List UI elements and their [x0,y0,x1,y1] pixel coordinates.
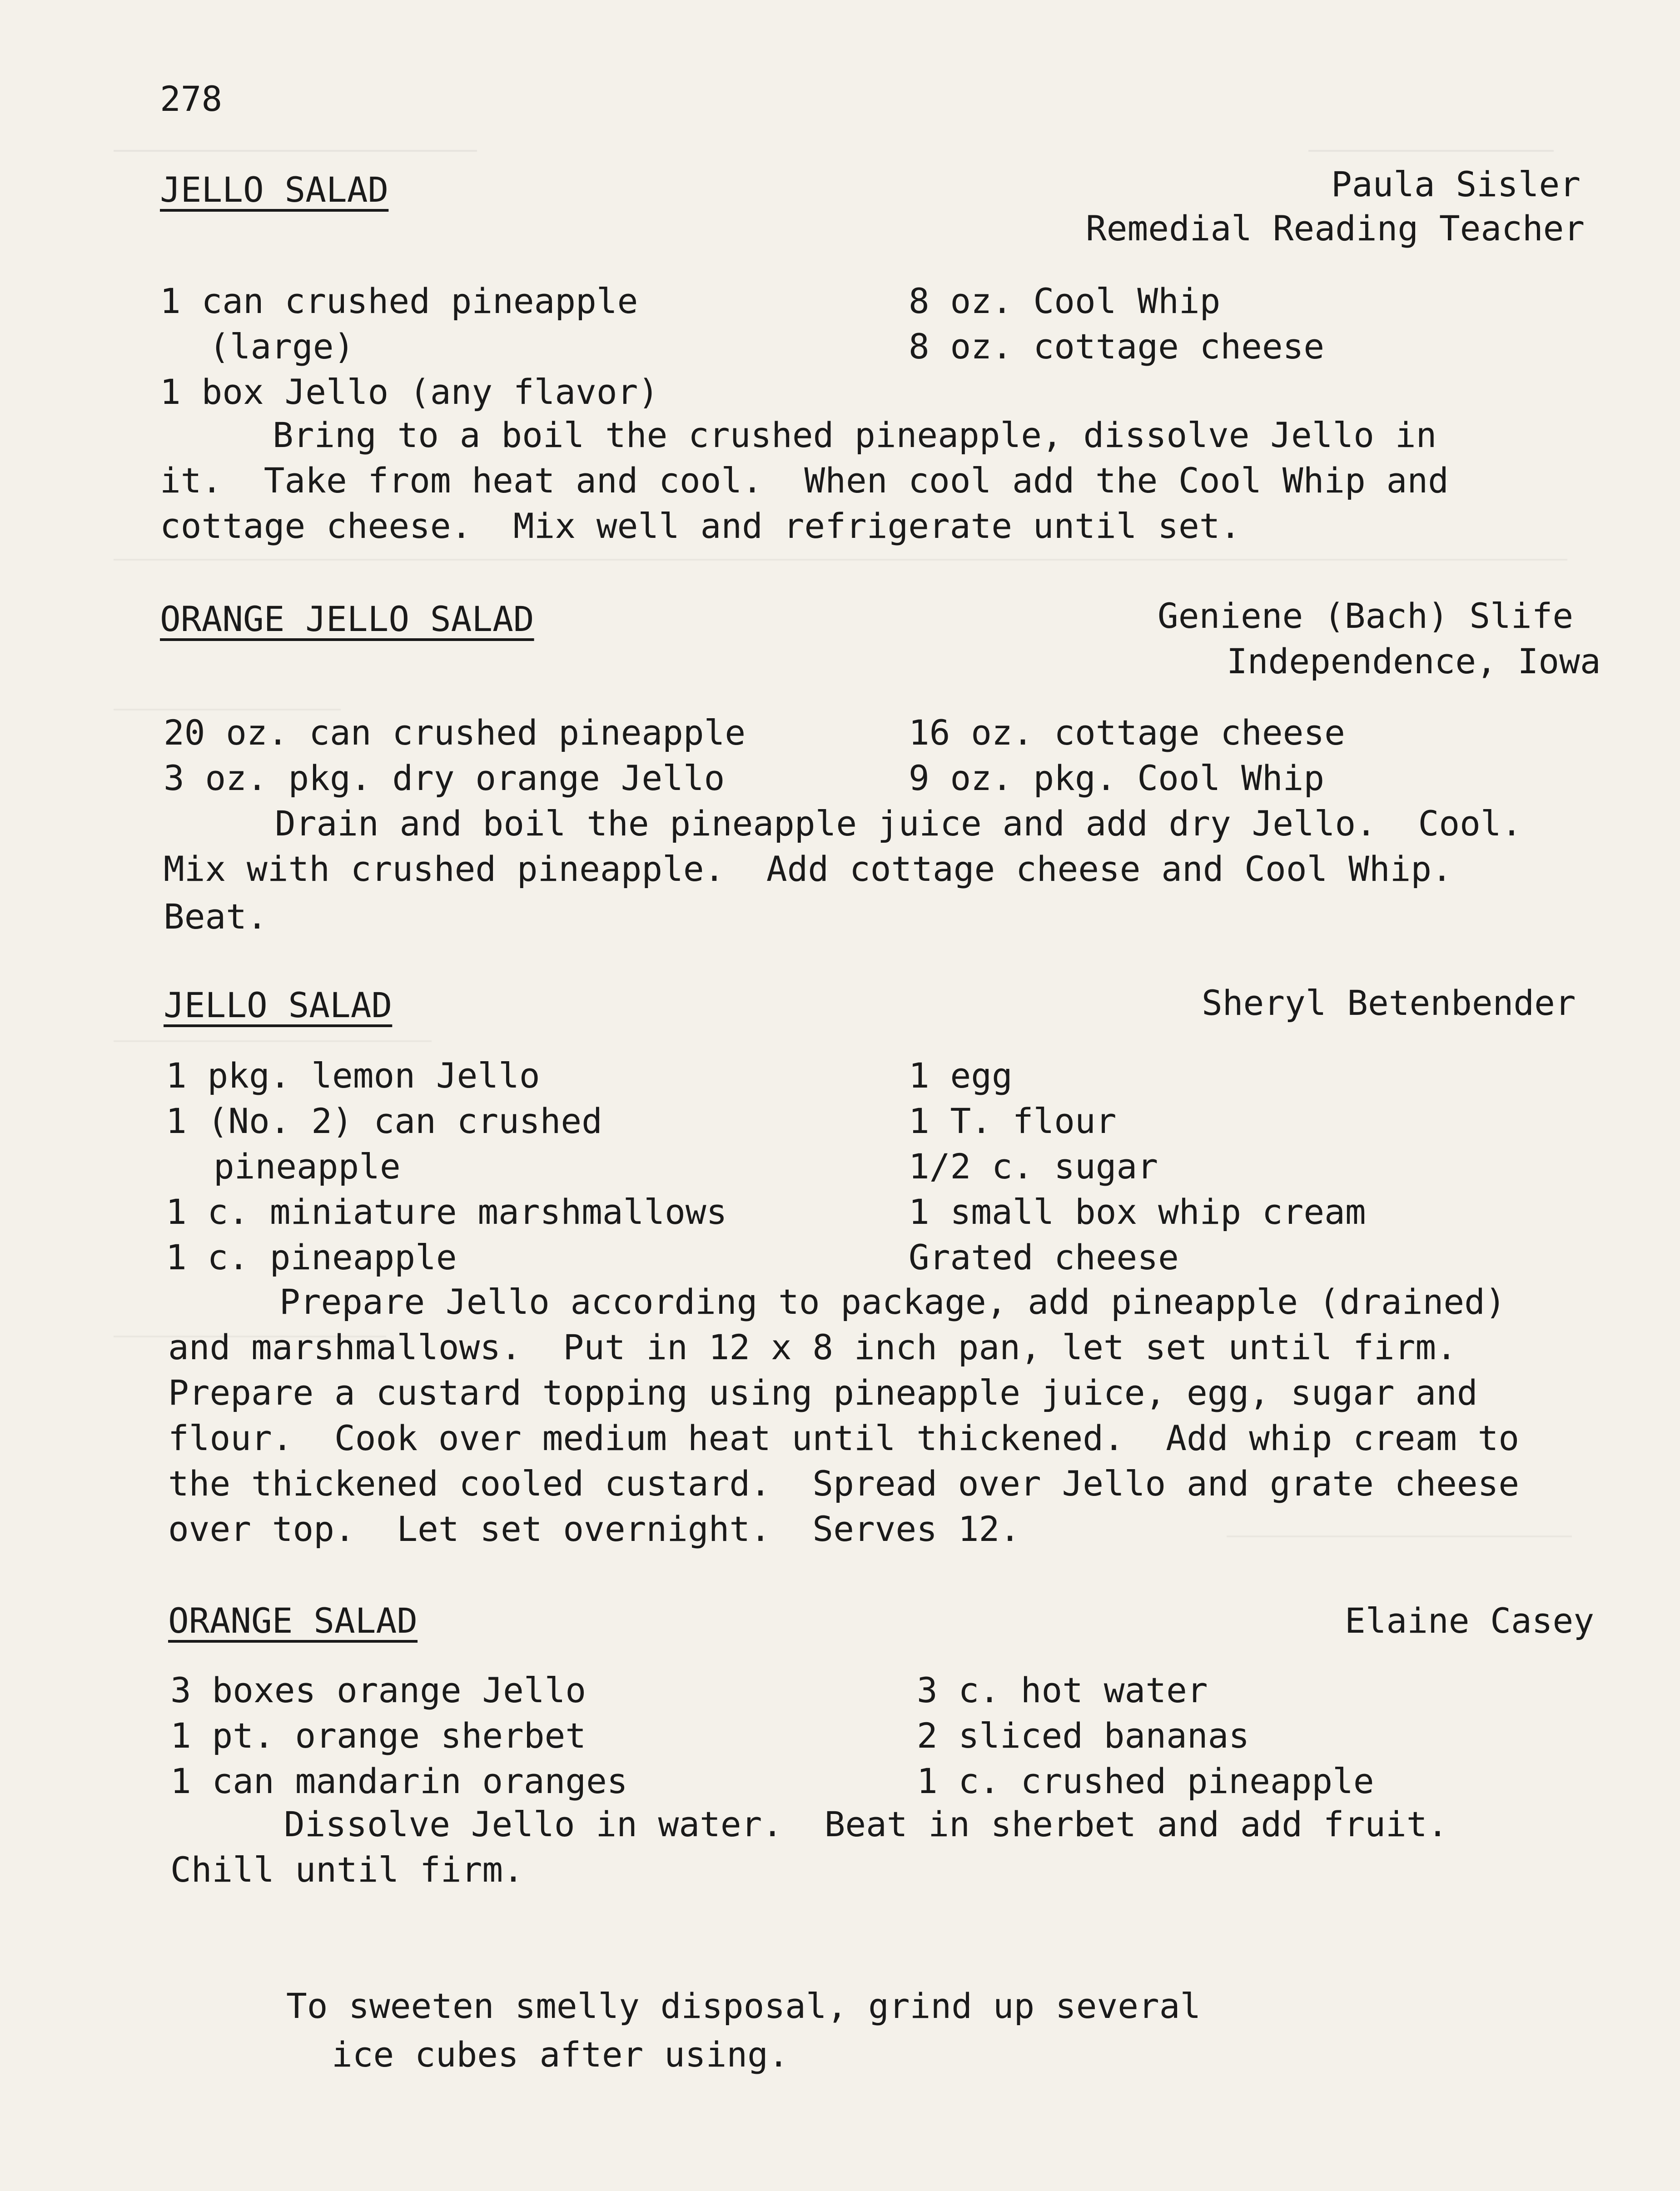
ingredient: 1 c. pineapple [166,1237,457,1277]
direction-line: cottage cheese. Mix well and refrigerate until set. [160,506,1241,546]
ingredient: 1 c. miniature marshmallows [166,1192,727,1232]
recipe-author: Geniene (Bach) Slife [1158,596,1574,636]
ingredient: 1 can mandarin oranges [170,1761,628,1801]
ingredient: 1 (No. 2) can crushed [166,1101,602,1141]
recipe-title: JELLO SALAD [164,985,393,1025]
ingredient: pineapple [214,1146,401,1187]
direction-line: flour. Cook over medium heat until thickened. Add whip cream to [168,1418,1520,1458]
ingredient: 1 pt. orange sherbet [170,1715,587,1756]
recipe-title: ORANGE JELLO SALAD [160,599,534,639]
ingredient: (large) [209,326,355,367]
direction-line: it. Take from heat and cool. When cool add the Cool Whip and [160,460,1449,501]
ingredient: 3 boxes orange Jello [170,1670,587,1710]
recipe-author: Sheryl Betenbender [1202,983,1576,1023]
ingredient: 16 oz. cottage cheese [909,712,1345,753]
direction-line: the thickened cooled custard. Spread over Jello and grate cheese [168,1463,1520,1504]
ingredient: 8 oz. cottage cheese [909,326,1325,367]
ingredient: 2 sliced bananas [917,1715,1250,1756]
ingredient: 3 c. hot water [917,1670,1208,1710]
ingredient: 1 small box whip cream [909,1192,1366,1232]
recipe-author: Paula Sisler [1331,164,1581,204]
ingredient: 1 can crushed pineapple [160,281,638,321]
recipe-title: ORANGE SALAD [168,1600,418,1641]
direction-line: and marshmallows. Put in 12 x 8 inch pan, let set until firm. [168,1327,1457,1367]
direction-line: Drain and boil the pineapple juice and add dry Jello. Cool. [275,803,1522,844]
recipe-author-note: Independence, Iowa [1227,641,1601,681]
ingredient: 1/2 c. sugar [909,1146,1158,1187]
ingredient: 9 oz. pkg. Cool Whip [909,758,1325,798]
ingredient: Grated cheese [909,1237,1179,1277]
ingredient: 1 T. flour [909,1101,1117,1141]
direction-line: Chill until firm. [170,1849,524,1890]
ingredient: 1 pkg. lemon Jello [166,1055,540,1096]
ingredient: 8 oz. Cool Whip [909,281,1221,321]
recipe-author-note: Remedial Reading Teacher [1086,208,1585,248]
ingredient: 1 c. crushed pineapple [917,1761,1374,1801]
tip-line: ice cubes after using. [332,2034,789,2075]
ingredient: 20 oz. can crushed pineapple [164,712,746,753]
tip-line: To sweeten smelly disposal, grind up several [286,1986,1201,2026]
direction-line: Prepare a custard topping using pineapple juice, egg, sugar and [168,1372,1478,1413]
ingredient: 1 egg [909,1055,1013,1096]
direction-line: Prepare Jello according to package, add pineapple (drained) [279,1282,1506,1322]
page-number: 278 [160,79,223,119]
ingredient: 1 box Jello (any flavor) [160,372,659,412]
direction-line: Beat. [164,896,268,937]
recipe-title: JELLO SALAD [160,169,389,210]
direction-line: Dissolve Jello in water. Beat in sherbet and add fruit. [284,1804,1448,1844]
direction-line: Bring to a boil the crushed pineapple, dissolve Jello in [273,415,1437,455]
direction-line: Mix with crushed pineapple. Add cottage cheese and Cool Whip. [164,849,1452,889]
ingredient: 3 oz. pkg. dry orange Jello [164,758,725,798]
direction-line: over top. Let set overnight. Serves 12. [168,1509,1020,1549]
recipe-author: Elaine Casey [1345,1600,1595,1641]
